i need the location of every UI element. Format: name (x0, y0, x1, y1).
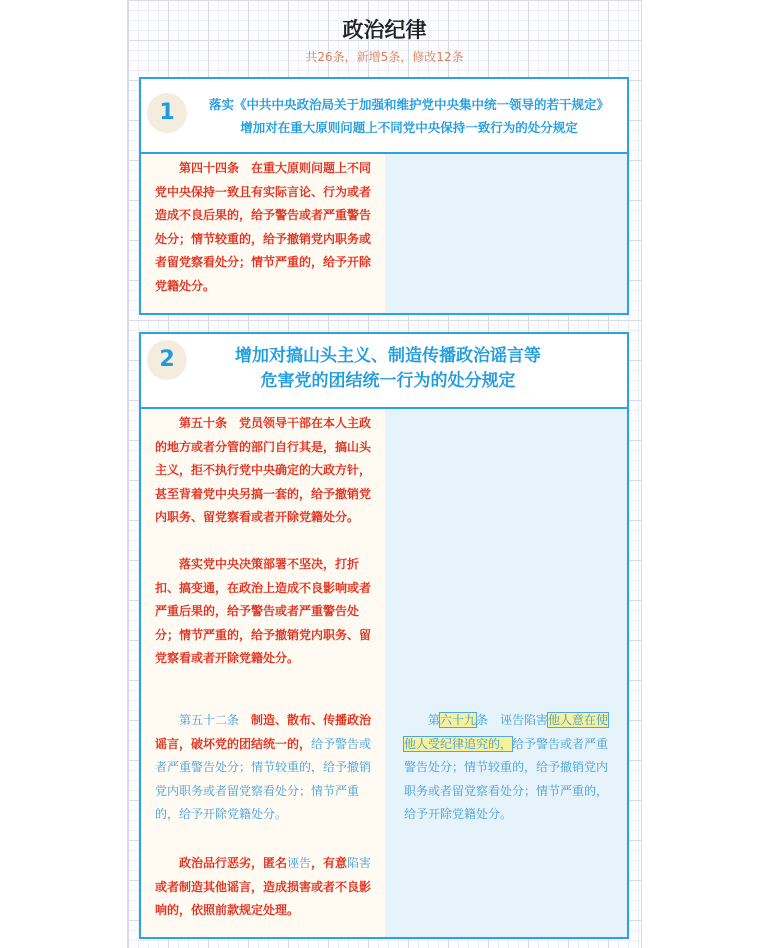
article-44-text: 第四十四条 在重大原则问题上不同党中央保持一致且有实际言论、行为或者造成不良后果的，给予警告或者严重警告处分；情节较重的，给予撤销党内职务或者留党察看处分；情节严重的，给予开除党籍处分。 (155, 161, 372, 293)
section2-heading (193, 344, 583, 394)
section2-heading-line1: 增加对搞山头主义、制造传播政治谣言等 (235, 346, 541, 366)
article-52-label: 第五十二 (179, 713, 228, 727)
article-52-p2-c: ，有意 (311, 856, 348, 870)
article-52-suffix: 条 (227, 713, 240, 727)
section2-number: 2 (147, 340, 187, 380)
document-sheet (127, 0, 642, 948)
article-52-p2-a: 政治品行恶劣，匿名 (179, 856, 288, 870)
section1-left-column (141, 154, 385, 313)
article-69-a: 第 (428, 713, 441, 727)
article-69-text (404, 709, 616, 827)
article-50-text: 第五十条 党员领导干部在本人主政的地方或者分管的部门自行其是，搞山头主义，拒不执行党中央确定的大政方针，甚至背着党中央另搞一套的，给予撤销党内职务、留党察看或者开除党籍处分。 (155, 416, 372, 524)
section2-header (139, 332, 629, 409)
article-52-p2-e: 或者制造其他谣言，造成损害或者不良影响的，依照前款规定处理。 (155, 879, 372, 917)
section1-heading-line2: 增加对在重大原则问题上不同党中央保持一致行为的处分规定 (240, 120, 578, 135)
article-69-highlight: 他人意在使他人受纪律追究的， (404, 713, 609, 751)
article-52-text (155, 709, 372, 827)
section2-heading-line2: 危害党的团结统一行为的处分规定 (260, 371, 516, 391)
article-69-e: 给予警告或者严重警告处分；情节较重的，给予撤销党内职务或者留党察看处分；情节严重的，给予开除党籍处分。 (404, 736, 609, 821)
section2-body (139, 409, 629, 939)
article-69-number-highlight: 六十九 (440, 713, 477, 727)
section2-left-column (141, 409, 385, 937)
section1-number: 1 (147, 93, 187, 133)
section1-heading (193, 93, 625, 139)
section1-header (139, 77, 629, 154)
article-69-c: 条 诬告陷害 (476, 713, 549, 727)
section1-body (139, 154, 629, 315)
article-52-second-paragraph (155, 852, 372, 923)
article-52-clause-red: 制造、散布、传播政治谣言，破坏党的团结统一的， (155, 713, 372, 751)
article-52-p2-d: 陷害 (347, 856, 372, 870)
section1-heading-line1: 落实《中共中央政治局关于加强和维护党中央集中统一领导的若干规定》 (208, 97, 609, 112)
article-50-second-paragraph: 落实党中央决策部署不坚决，打折扣、搞变通，在政治上造成不良影响或者严重后果的，给予警告或者严重警告处分；情节严重的，给予撤销党内职务、留党察看或者开除党籍处分。 (155, 557, 372, 665)
page-subtitle: 共26条，新增5条，修改12条 (305, 50, 464, 64)
article-52-p2-b: 诬告 (287, 856, 312, 870)
article-52-clause-blue: 给予警告或者严重警告处分；情节较重的，给予撤销党内职务或者留党察看处分；情节严重的，给予开除党籍处分。 (155, 736, 372, 821)
page-title: 政治纪律 (342, 17, 427, 42)
